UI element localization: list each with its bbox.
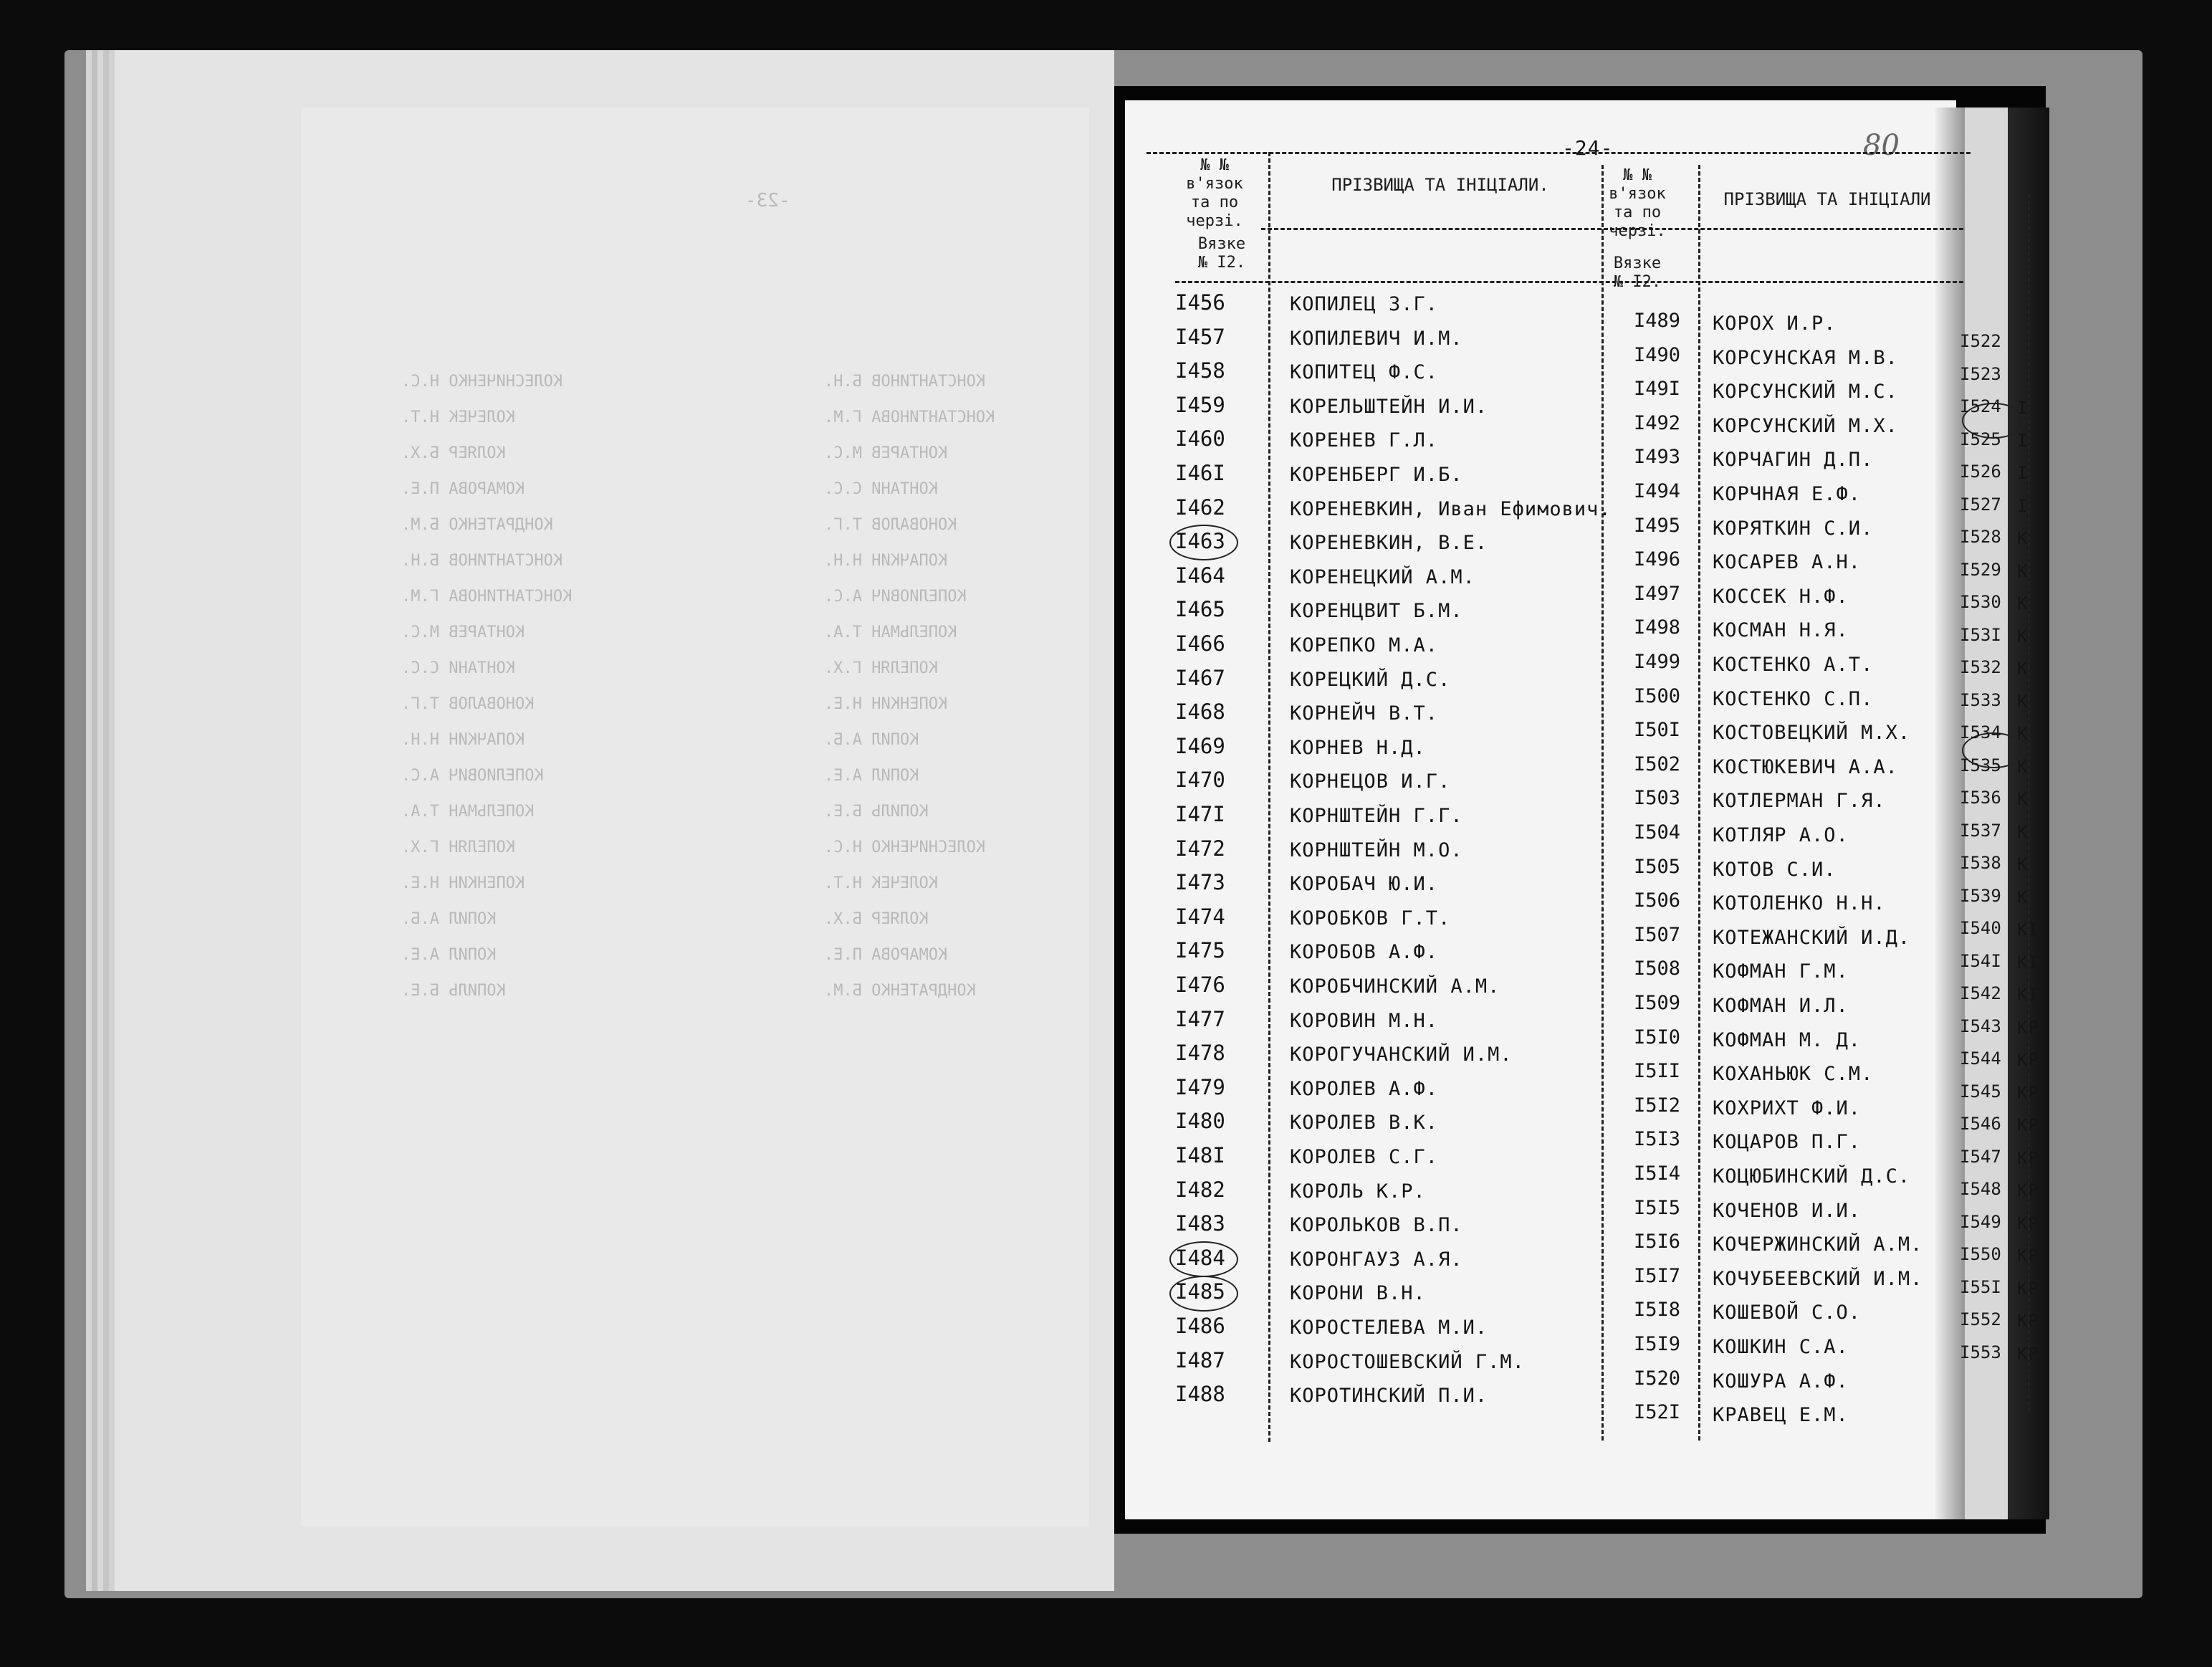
ghost-entry-right: КОПЕНКИН Н.Е.: [824, 695, 948, 713]
ghost-entry-right: КОНДРАТЕНКО Б.М.: [824, 982, 976, 1000]
entry-name: КОХАНЬЮК С.М.: [1713, 1063, 1874, 1086]
ghost-entry: КОЛЕЧЕК Н.Т.: [401, 409, 515, 426]
entry-number: I468: [1175, 699, 1225, 725]
ghost-entry: КОЛЕСНИЧЕНКО Н.С.: [401, 373, 563, 391]
ghost-entry: КОНСТАНТИНОВ Б.Н.: [401, 552, 563, 570]
entry-number: I463: [1175, 529, 1225, 554]
entry-name: КОРНШТЕЙН Г.Г.: [1290, 805, 1463, 827]
entry-name: КР: [2017, 1115, 2039, 1135]
entry-name: КОРОБАЧ Ю.И.: [1290, 873, 1439, 896]
ghost-entry-right: КОНОВАЛОВ Т.Г.: [824, 516, 957, 534]
entry-name: КОРЕНЦВИТ Б.М.: [1290, 600, 1463, 623]
entry-number: I520: [1634, 1367, 1681, 1390]
entry-number: I5II: [1634, 1060, 1681, 1083]
entry-name: КОРОНГАУЗ А.Я.: [1290, 1248, 1463, 1271]
entry-name: КОТОЛЕНКО Н.Н.: [1713, 892, 1886, 915]
entry-number: I5I6: [1634, 1231, 1681, 1253]
entry-name: КОРНЕЦОВ И.Г.: [1290, 770, 1451, 793]
entry-number: I50I: [1634, 719, 1681, 742]
entry-number: I460: [1175, 426, 1225, 452]
entry-number: I504: [1634, 821, 1681, 844]
entry-name: К: [2017, 724, 2029, 744]
entry-name: КОРНЕВ Н.Д.: [1290, 736, 1426, 759]
ghost-entry-right: КОЛЯЕР Б.Х.: [824, 910, 929, 928]
entry-number: I540: [1960, 918, 2001, 938]
entry-number: I47I: [1175, 802, 1225, 826]
entry-name: КОРСУНСКАЯ М.В.: [1713, 346, 1898, 369]
entry-name: КОШЕВОЙ С.О.: [1713, 1301, 1862, 1324]
entry-number: I553: [1960, 1342, 2001, 1362]
entry-number: I55I: [1960, 1276, 2001, 1297]
entry-number: I548: [1960, 1179, 2001, 1199]
entry-name: К: [2017, 854, 2029, 874]
entry-number: I507: [1634, 923, 1681, 946]
entry-number: I5I2: [1634, 1094, 1681, 1117]
entry-number: I483: [1175, 1211, 1225, 1236]
ghost-entry: КОПАЧКИН Н.Н.: [401, 731, 525, 749]
entry-name: КОРЧАГИН Д.П.: [1713, 449, 1874, 472]
entry-number: I489: [1634, 310, 1681, 332]
entry-number: I486: [1175, 1314, 1225, 1338]
entry-number: I529: [1960, 559, 2001, 580]
ghost-entry-right: КОПЕЛЬМАН Т.А.: [824, 624, 957, 641]
entry-number: I475: [1175, 938, 1225, 963]
ghost-entry: КОПЕЛЬМАН Т.А.: [401, 803, 535, 821]
entry-number: I536: [1960, 788, 2001, 808]
entry-number: I543: [1960, 1016, 2001, 1036]
entry-name: КР: [2017, 1050, 2039, 1070]
entry-name: КОРЕНЕВ Г.Л.: [1290, 429, 1439, 452]
ghost-entry-right: КОПИЛ А.Е.: [824, 767, 919, 785]
entry-name: КОРОЛЕВ В.К.: [1290, 1112, 1439, 1135]
entry-name: КОСТОВЕЦКИЙ М.Х.: [1713, 722, 1911, 745]
entry-name: КІ: [2017, 985, 2039, 1005]
entry-name: КОРОНИ В.Н.: [1290, 1282, 1426, 1305]
entry-name: КОРОСТЕЛЕВА М.И.: [1290, 1317, 1488, 1339]
entry-number: I524: [1960, 396, 2001, 416]
entry-name: КОСТЮКЕВИЧ А.А.: [1713, 755, 1898, 778]
entry-name: КОЧЕРЖИНСКИЙ А.М.: [1713, 1233, 1923, 1256]
entry-name: К: [2017, 528, 2029, 548]
entry-number: I544: [1960, 1049, 2001, 1069]
entry-name: КОРОЛЬ К.Р.: [1290, 1180, 1426, 1203]
entry-number: I458: [1175, 358, 1225, 383]
ghost-entry-right: КОМАРОВА П.Е.: [824, 946, 948, 964]
entry-number: I546: [1960, 1114, 2001, 1134]
header-bundle-label-right: Вязке № I2.: [1613, 254, 1662, 291]
entry-number: I5I8: [1634, 1299, 1681, 1322]
entry-number: I509: [1634, 992, 1681, 1014]
entry-name: КОПИЛЕВИЧ И.М.: [1290, 327, 1463, 350]
entry-name: К: [2017, 887, 2029, 907]
header-bundle-label: Вязке № I2.: [1197, 235, 1246, 272]
entry-name: КОПИТЕЦ Ф.С.: [1290, 361, 1439, 384]
entry-number: I539: [1960, 885, 2001, 906]
entry-name: КОШУРА А.Ф.: [1713, 1370, 1849, 1393]
ghost-entry-right: КОНТАНИ С.С.: [824, 480, 938, 498]
entry-number: I5I7: [1634, 1264, 1681, 1287]
entry-number: I469: [1175, 733, 1225, 758]
ghost-entry-right: КОПЕЛЯН Г.Х.: [824, 659, 938, 677]
entry-name: КОРСУНСКИЙ М.Х.: [1713, 414, 1898, 437]
entry-name: КРАВЕЦ Е.М.: [1713, 1404, 1849, 1427]
third-column-strip: [1965, 108, 2008, 1519]
entry-number: I547: [1960, 1146, 2001, 1167]
ghost-entry: КОМАРОВА П.Е.: [401, 480, 525, 498]
ghost-entry-right: КОНСТАНТИНОВ Б.Н.: [824, 373, 986, 391]
entry-name: КОПИЛЕЦ З.Г.: [1290, 293, 1439, 315]
ghost-entry: КОПЕЛЯН Г.Х.: [401, 839, 515, 856]
entry-name: КОРОЛЕВ А.Ф.: [1290, 1077, 1439, 1100]
entry-name: КР: [2017, 1017, 2039, 1038]
entry-name: КОРСУНСКИЙ М.С.: [1713, 381, 1898, 403]
entry-name: КОТЕЖАНСКИЙ И.Д.: [1713, 926, 1911, 949]
entry-name: КР: [2017, 1082, 2039, 1103]
pencil-folio-number: 80: [1863, 129, 1900, 162]
entry-name: КОЧУБЕЕВСКИЙ И.М.: [1713, 1267, 1923, 1290]
ghost-entry-right: КОНТАРЕВ М.С.: [824, 444, 948, 462]
entry-number: I490: [1634, 343, 1681, 366]
entry-number: I525: [1960, 429, 2001, 449]
entry-name: КОСТЕНКО С.П.: [1713, 687, 1874, 710]
entry-name: КОРОТИНСКИЙ П.И.: [1290, 1385, 1488, 1408]
entry-name: I: [2017, 495, 2029, 516]
entry-number: I48I: [1175, 1143, 1225, 1167]
entry-name: КОРЕНБЕРГ И.Б.: [1290, 464, 1463, 486]
header-number-label-right: № № в'язок та по черзі.: [1609, 166, 1666, 240]
entry-name: КІ: [2017, 920, 2039, 940]
entry-number: I522: [1960, 331, 2001, 351]
entry-name: I: [2017, 430, 2029, 451]
entry-name: К: [2017, 593, 2029, 613]
entry-name: КОШКИН С.А.: [1713, 1336, 1849, 1358]
entry-name: КОСАРЕВ А.Н.: [1713, 551, 1862, 574]
entry-name: КОРНШТЕЙН М.О.: [1290, 839, 1463, 861]
ghost-entry: КОНТАНИ С.С.: [401, 659, 515, 677]
entry-name: КОРОБЧИНСКИЙ А.М.: [1290, 975, 1500, 998]
entry-name: КОРЕЛЬШТЕЙН И.И.: [1290, 395, 1488, 418]
entry-number: I528: [1960, 527, 2001, 547]
left-page: [115, 50, 1114, 1591]
entry-name: КОРЯТКИН С.И.: [1713, 517, 1874, 540]
ghost-entry-right: КОПЕЛИОВИЧ А.С.: [824, 588, 967, 606]
entry-number: I466: [1175, 631, 1225, 656]
column-rule-3: [1698, 165, 1700, 1441]
entry-number: I5I5: [1634, 1196, 1681, 1219]
entry-name: КОСМАН Н.Я.: [1713, 619, 1849, 642]
entry-name: КОРОСТОШЕВСКИЙ Г.М.: [1290, 1350, 1525, 1373]
entry-number: I542: [1960, 983, 2001, 1003]
entry-number: I550: [1960, 1244, 2001, 1264]
entry-name: КОРЧНАЯ Е.Ф.: [1713, 483, 1862, 505]
ghost-entry: КОПИЛ А.Б.: [401, 910, 497, 928]
entry-number: I549: [1960, 1211, 2001, 1232]
entry-name: КОРОХ И.Р.: [1713, 312, 1837, 335]
entry-number: I492: [1634, 411, 1681, 434]
entry-number: I526: [1960, 462, 2001, 482]
ghost-entry: КОНДРАТЕНКО Б.М.: [401, 516, 553, 534]
entry-number: I46I: [1175, 461, 1225, 485]
entry-number: I500: [1634, 684, 1681, 707]
entry-name: К: [2017, 821, 2029, 842]
entry-number: I523: [1960, 363, 2001, 384]
entry-name: КОРНЕЙЧ В.Т.: [1290, 702, 1439, 725]
entry-number: I545: [1960, 1081, 2001, 1102]
entry-number: I53I: [1960, 624, 2001, 645]
entry-name: К: [2017, 560, 2029, 581]
left-page-number: -23-: [745, 190, 790, 211]
entry-name: КОРОБКОВ Г.Т.: [1290, 907, 1451, 930]
entry-name: КОРОГУЧАНСКИЙ И.М.: [1290, 1043, 1513, 1066]
entry-number: I503: [1634, 787, 1681, 810]
entry-name: КІ: [2017, 952, 2039, 973]
entry-number: I484: [1175, 1245, 1225, 1270]
entry-number: I467: [1175, 665, 1225, 690]
entry-name: К: [2017, 659, 2029, 679]
header-name-label-right: ПРІЗВИЩА ТА ІНІЦІАЛИ: [1723, 189, 1931, 209]
entry-name: КОХРИХТ Ф.И.: [1713, 1097, 1862, 1119]
entry-name: КОРЕНЕВКИН, В.Е.: [1290, 532, 1488, 555]
entry-name: КОТЛЕРМАН Г.Я.: [1713, 790, 1886, 813]
entry-number: I479: [1175, 1074, 1225, 1099]
ghost-entry-right: КОПИЛ А.Б.: [824, 731, 919, 749]
header-number-label: № № в'язок та по черзі.: [1186, 156, 1243, 230]
entry-name: КР: [2017, 1147, 2039, 1168]
ghost-entry: КОЛЯЕР Б.Х.: [401, 444, 506, 462]
ghost-entry-right: КОЛЕСНИЧЕНКО Н.С.: [824, 839, 986, 856]
ghost-entry: КОПИЛЬ Б.Е.: [401, 982, 506, 1000]
entry-number: I493: [1634, 446, 1681, 469]
entry-name: КОТЛЯР А.О.: [1713, 824, 1849, 846]
entry-number: I474: [1175, 904, 1225, 929]
entry-number: I5I3: [1634, 1128, 1681, 1151]
ghost-entry: КОПЕЛИОВИЧ А.С.: [401, 767, 544, 785]
entry-number: I535: [1960, 755, 2001, 775]
entry-number: I485: [1175, 1279, 1225, 1304]
entry-number: I472: [1175, 836, 1225, 861]
entry-number: I465: [1175, 597, 1225, 622]
entry-name: КОССЕК Н.Ф.: [1713, 585, 1849, 608]
entry-number: I54I: [1960, 950, 2001, 971]
ghost-entry-right: КОПИЛЬ Б.Е.: [824, 803, 929, 821]
entry-name: КОРОЛЬКОВ В.П.: [1290, 1214, 1463, 1237]
entry-name: КР: [2017, 1180, 2039, 1200]
entry-name: I: [2017, 398, 2029, 418]
entry-name: КОФМАН И.Л.: [1713, 995, 1849, 1017]
entry-number: I478: [1175, 1041, 1225, 1066]
entry-name: КР: [2017, 1278, 2039, 1299]
entry-number: I508: [1634, 957, 1681, 980]
entry-number: I488: [1175, 1382, 1225, 1407]
entry-number: I473: [1175, 870, 1225, 895]
entry-number: I480: [1175, 1109, 1225, 1134]
entry-number: I494: [1634, 480, 1681, 502]
entry-name: КОРОБОВ А.Ф.: [1290, 941, 1439, 964]
entry-number: I495: [1634, 514, 1681, 537]
entry-number: I470: [1175, 768, 1225, 793]
ghost-entry: КОНСТАНТИНОВА Г.М.: [401, 588, 573, 606]
entry-name: КР: [2017, 1311, 2039, 1331]
entry-number: I5I4: [1634, 1162, 1681, 1185]
entry-name: КОРЕНЕЦКИЙ А.М.: [1290, 565, 1475, 588]
ghost-entry: КОПЕНКИН Н.Е.: [401, 874, 525, 892]
ghost-entry-right: КОНСТАНТИНОВА Г.М.: [824, 409, 995, 426]
entry-name: КОРОВИН М.Н.: [1290, 1009, 1439, 1032]
entry-name: КОРЕПКО М.А.: [1290, 634, 1439, 656]
entry-number: I457: [1175, 324, 1225, 349]
entry-number: I464: [1175, 563, 1225, 588]
entry-number: I505: [1634, 855, 1681, 878]
entry-name: I: [2017, 463, 2029, 483]
entry-number: I537: [1960, 820, 2001, 841]
ghost-entry-right: КОЛЕЧЕК Н.Т.: [824, 874, 938, 892]
entry-number: I552: [1960, 1309, 2001, 1329]
entry-number: I462: [1175, 495, 1225, 520]
entry-number: I499: [1634, 651, 1681, 673]
entry-name: КОФМАН М. Д.: [1713, 1028, 1862, 1051]
entry-name: КР: [2017, 1213, 2039, 1233]
entry-number: I5I9: [1634, 1333, 1681, 1355]
entry-number: I5I0: [1634, 1026, 1681, 1049]
entry-name: КОРЕНЕВКИН, Иван Ефимович.: [1290, 497, 1612, 520]
ghost-entry: КОНОВАЛОВ Т.Г.: [401, 695, 535, 713]
entry-name: КОЦЮБИНСКИЙ Д.С.: [1713, 1165, 1911, 1188]
page-number: -24-: [1562, 136, 1614, 160]
entry-name: КОЧЕНОВ И.И.: [1713, 1199, 1862, 1222]
entry-name: КР: [2017, 1246, 2039, 1266]
entry-number: I530: [1960, 592, 2001, 612]
entry-name: КОРОЛЕВ С.Г.: [1290, 1146, 1439, 1168]
entry-number: I534: [1960, 722, 2001, 742]
entry-name: К: [2017, 756, 2029, 777]
entry-name: К: [2017, 626, 2029, 646]
entry-number: I487: [1175, 1347, 1225, 1372]
column-rule-1: [1268, 152, 1270, 1442]
entry-name: КР: [2017, 1343, 2039, 1364]
column-rule-2: [1601, 165, 1604, 1441]
entry-name: КОСТЕНКО А.Т.: [1713, 654, 1874, 676]
entry-number: I477: [1175, 1006, 1225, 1031]
entry-number: I502: [1634, 753, 1681, 775]
entry-number: I52I: [1634, 1401, 1681, 1424]
entry-number: I459: [1175, 392, 1225, 417]
entry-number: I498: [1634, 616, 1681, 639]
entry-name: К: [2017, 789, 2029, 809]
entry-number: I476: [1175, 973, 1225, 997]
entry-name: КОРЕЦКИЙ Д.С.: [1290, 668, 1451, 691]
entry-number: I456: [1175, 290, 1225, 315]
ghost-entry: КОПИЛ А.Е.: [401, 946, 497, 964]
entry-number: I506: [1634, 889, 1681, 912]
entry-number: I482: [1175, 1177, 1225, 1202]
entry-name: КОЦАРОВ П.Г.: [1713, 1131, 1862, 1154]
entry-number: I497: [1634, 582, 1681, 605]
header-name-label: ПРІЗВИЩА ТА ІНІЦІАЛИ.: [1331, 175, 1549, 195]
entry-number: I533: [1960, 689, 2001, 710]
entry-number: I538: [1960, 853, 2001, 873]
ghost-entry-right: КОПАЧКИН Н.Н.: [824, 552, 948, 570]
header-bottom-rule: [1175, 281, 1963, 283]
entry-number: I496: [1634, 548, 1681, 571]
ghost-entry: КОНТАРЕВ М.С.: [401, 624, 525, 641]
entry-number: I527: [1960, 494, 2001, 515]
entry-name: КОТОВ С.И.: [1713, 858, 1837, 881]
entry-number: I532: [1960, 657, 2001, 677]
entry-name: К: [2017, 691, 2029, 712]
entry-name: КОФМАН Г.М.: [1713, 960, 1849, 983]
entry-number: I49I: [1634, 378, 1681, 401]
